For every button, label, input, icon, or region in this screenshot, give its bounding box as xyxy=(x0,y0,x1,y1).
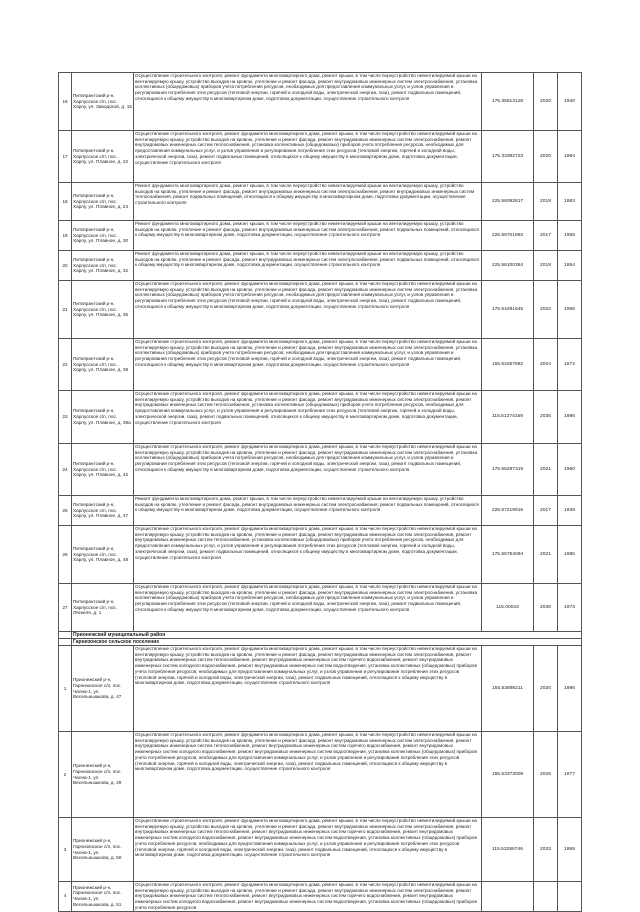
row-address: Прионежский р-н, Гарнизонское с/п, пос. Чална-1, ул. Весельнышкова, д. 51 xyxy=(72,882,134,912)
table-body-pitkyaranta-cont xyxy=(59,339,582,632)
row-planned-year: 2021 xyxy=(534,444,558,496)
row-build-year: 1940 xyxy=(558,73,582,131)
row-address: Питкярантский р-н, Харлусское с/п, пос. Харлу, ул. Плавное, д. 38 xyxy=(72,339,134,391)
row-cost-value: 115.51274159 xyxy=(482,391,534,444)
row-build-year xyxy=(558,882,582,912)
table-row xyxy=(59,281,582,339)
table-row xyxy=(59,183,582,221)
table-body-prionezhsky xyxy=(59,646,582,912)
row-address: Питкярантский р-н, Харлусское с/п, пос. Харлу, ул. Плавное, д. 30 xyxy=(72,221,134,251)
table-row xyxy=(59,391,582,444)
row-cost-value: 175.33382723 xyxy=(482,131,534,183)
row-number: 19 xyxy=(59,221,72,251)
row-number: 16 xyxy=(59,73,72,131)
row-address: Питкярантский р-н, Харлусское с/п, пос. Ляскеля, д. 1 xyxy=(72,584,134,632)
row-number: 1 xyxy=(59,646,72,732)
row-planned-year: 2020 xyxy=(534,646,558,732)
section-row-settlement xyxy=(59,639,582,646)
table-row xyxy=(59,526,582,584)
row-works-description: Ремонт фундамента многоквартирного дома, ремонт крыши, в том числе переустройство невентилируемой крыши на вентилируемую крышу, устройство выходов на кровлю, утепление и ремонт фасада, ремонт внутридомовых инженерных систем электроснабжения, ремонт подвальных помещений, относящихся к общему имуществу в многоквартирном доме, подготовка документации, осуществление строительного контроля xyxy=(134,496,482,526)
row-cost-value: 155.54257962 xyxy=(482,339,534,391)
repair-program-table xyxy=(58,72,582,912)
row-planned-year: 2035 xyxy=(534,391,558,444)
row-cost-value: 175.55764094 xyxy=(482,526,534,584)
row-works-description: Осуществление строительного контроля, ремонт фундамента многоквартирного дома, ремонт крыши, в том числе переустройство невентилируемой крыши на вентилируемую крышу, устройство выходов на кровлю, утепление и ремонт фасада, ремонт внутридомовых инженерных систем электроснабжения, ремонт внутридомовых инженерных систем теплоснабжения, ремонт внутридомовых инженерных систем горячего водоснабжения, ремонт внутридомовых инженерных систем холодного водоснабжения, ремонт внутридомовых инженерных систем водоотведения, установка коллективных (общедомовых) приборов учета потребления ресурсов, необходимых для предоставления коммунальных услуг, и узлов управления и регулирования потребления этих ресурсов (тепловой энергии, горячей и холодной воды, электрической энергии, газа), ремонт подвальных помещений, относящихся к общему имуществу в многоквартирном доме, подготовка документации, осуществление строительного контроля xyxy=(134,818,482,882)
row-cost-value: 175.55297319 xyxy=(482,444,534,496)
row-planned-year: 2017 xyxy=(534,221,558,251)
row-number: 2 xyxy=(59,732,72,818)
row-address: Питкярантский р-н, Харлусское с/п, пос. Харлу, ул. Плавное, д. 48 xyxy=(72,526,134,584)
row-works-description: Осуществление строительного контроля, ремонт фундамента многоквартирного дома, ремонт крыши, в том числе переустройство невентилируемой крыши на вентилируемую крышу, устройство выходов на кровлю, утепление и ремонт фасада, ремонт внутридомовых инженерных систем электроснабжения, установка коллективных (общедомовых) приборов учета потребления ресурсов, необходимых для предоставления коммунальных услуг, и узлов управления и регулирования потребления этих ресурсов (тепловой энергии, горячей и холодной воды, электрической энергии, газа), ремонт подвальных помещений, относящихся к общему имуществу в многоквартирном доме, подготовка документации, осуществление строительного контроля xyxy=(134,584,482,632)
row-works-description: Осуществление строительного контроля, ремонт фундамента многоквартирного дома, ремонт крыши, в том числе переустройство невентилируемой крыши на вентилируемую крышу, устройство выходов на кровлю, утепление и ремонт фасада, ремонт внутридомовых инженерных систем электроснабжения, ремонт внутридомовых инженерных систем теплоснабжения, ремонт внутридомовых инженерных систем горячего водоснабжения, ремонт внутридомовых инженерных систем холодного водоснабжения, ремонт внутридомовых инженерных систем водоотведения, установка коллективных (общедомовых) приборов учета потребления ресурсов xyxy=(134,882,482,912)
row-build-year: 1986 xyxy=(558,646,582,732)
row-address: Прионежский р-н, Гарнизонское с/п, пос. Чална-1, ул. Весельнышкова, д. 49 xyxy=(72,732,134,818)
row-build-year: 1939 xyxy=(558,496,582,526)
row-works-description: Осуществление строительного контроля, ремонт фундамента многоквартирного дома, ремонт крыши, в том числе переустройство невентилируемой крыши на вентилируемую крышу, устройство выходов на кровлю, утепление и ремонт фасада, ремонт внутридомовых инженерных систем электроснабжения, установка коллективных (общедомовых) приборов учета потребления ресурсов, необходимых для предоставления коммунальных услуг, и узлов управления и регулирования потребления этих ресурсов (тепловой энергии, горячей и холодной воды, электрической энергии, газа), ремонт подвальных помещений, относящихся к общему имуществу в многоквартирном доме, подготовка документации, осуществление строительного контроля xyxy=(134,73,482,131)
table-row xyxy=(59,818,582,882)
row-works-description: Осуществление строительного контроля, ремонт фундамента многоквартирного дома, ремонт крыши, в том числе переустройство невентилируемой крыши на вентилируемую крышу, устройство выходов на кровлю, утепление и ремонт фасада, ремонт внутридомовых инженерных систем электроснабжения, установка коллективных (общедомовых) приборов учета потребления ресурсов, необходимых для предоставления коммунальных услуг, и узлов управления и регулирования потребления этих ресурсов (тепловой энергии, горячей и холодной воды, электрической энергии, газа), ремонт подвальных помещений, относящихся к общему имуществу в многоквартирном доме, подготовка документации, осуществление строительного контроля xyxy=(134,339,482,391)
row-planned-year: 2024 xyxy=(534,339,558,391)
row-cost-value: 175.35513128 xyxy=(482,73,534,131)
row-address: Питкярантский р-н, Харлусское с/п, пос. Харлу, ул. Плавное, д. 22 xyxy=(72,131,134,183)
row-cost-value: 155.53898211 xyxy=(482,646,534,732)
row-number: 17 xyxy=(59,131,72,183)
row-number: 23 xyxy=(59,391,72,444)
table-row xyxy=(59,444,582,496)
row-number: 22 xyxy=(59,339,72,391)
row-address: Питкярантский р-н, Харлусское с/п, пос. Харлу, ул. Заводской, д. 15 xyxy=(72,73,134,131)
row-works-description: Осуществление строительного контроля, ремонт фундамента многоквартирного дома, ремонт крыши, в том числе переустройство невентилируемой крыши на вентилируемую крышу, устройство выходов на кровлю, утепление и ремонт фасада, ремонт внутридомовых инженерных систем электроснабжения, ремонт внутридомовых инженерных систем теплоснабжения, установка коллективных (общедомовых) приборов учета потребления ресурсов, необходимых для предоставления коммунальных услуг, и узлов управления и регулирования потребления этих ресурсов (тепловой энергии, горячей и холодной воды, электрической энергии, газа), ремонт подвальных помещений, относящихся к общему имуществу в многоквартирном доме, подготовка документации, осуществление строительного контроля xyxy=(134,391,482,444)
row-planned-year: 2018 xyxy=(534,183,558,221)
row-build-year: 1960 xyxy=(558,444,582,496)
row-number: 20 xyxy=(59,251,72,281)
table-row xyxy=(59,131,582,183)
row-works-description: Ремонт фундамента многоквартирного дома, ремонт крыши, в том числе переустройство невентилируемой крыши на вентилируемую крышу, устройство выходов на кровлю, утепление и ремонт фасада, ремонт внутридомовых инженерных систем электроснабжения, ремонт внутридомовых инженерных систем теплоснабжения, ремонт подвальных помещений, относящихся к общему имуществу в многоквартирном доме, подготовка документации, осуществление строительного контроля xyxy=(134,183,482,221)
row-build-year: 1984 xyxy=(558,131,582,183)
table-row xyxy=(59,646,582,732)
section-row-district xyxy=(59,632,582,639)
row-planned-year: 2017 xyxy=(534,496,558,526)
row-build-year: 1972 xyxy=(558,339,582,391)
table-body-pitkyaranta xyxy=(59,73,582,339)
table-row xyxy=(59,584,582,632)
row-cost-value: 225.56701993 xyxy=(482,221,534,251)
row-number: 18 xyxy=(59,183,72,221)
row-number: 4 xyxy=(59,882,72,912)
row-build-year: 1959 xyxy=(558,818,582,882)
row-number: 27 xyxy=(59,584,72,632)
row-works-description: Ремонт фундамента многоквартирного дома, ремонт крыши, в том числе переустройство невентилируемой крыши на вентилируемую крышу, устройство выходов на кровлю, утепление и ремонт фасада, ремонт внутридомовых инженерных систем электроснабжения, ремонт подвальных помещений, относящихся к общему имуществу в многоквартирном доме, подготовка документации, осуществление строительного контроля xyxy=(134,221,482,251)
row-address: Питкярантский р-н, Харлусское с/п, пос. Харлу, ул. Плавное, д. 42 xyxy=(72,444,134,496)
row-cost-value: 175.54291645 xyxy=(482,281,534,339)
row-build-year: 1954 xyxy=(558,251,582,281)
section-district-title: Прионежский муниципальный район xyxy=(72,632,582,639)
row-build-year: 1986 xyxy=(558,391,582,444)
row-build-year: 1977 xyxy=(558,732,582,818)
row-planned-year: 2036 xyxy=(534,584,558,632)
row-address: Питкярантский р-н, Харлусское с/п, пос. Харлу, ул. Плавное, д. 47 xyxy=(72,496,134,526)
table-row xyxy=(59,251,582,281)
row-works-description: Осуществление строительного контроля, ремонт фундамента многоквартирного дома, ремонт крыши, в том числе переустройство невентилируемой крыши на вентилируемую крышу, устройство выходов на кровлю, утепление и ремонт фасада, ремонт внутридомовых инженерных систем электроснабжения, ремонт внутридомовых инженерных систем теплоснабжения, ремонт внутридомовых инженерных систем горячего водоснабжения, ремонт внутридомовых инженерных систем холодного водоснабжения, ремонт внутридомовых инженерных систем водоотведения, установка коллективных (общедомовых) приборов учета потребления ресурсов, необходимых для предоставления коммунальных услуг, и узлов управления и регулирования потребления этих ресурсов (тепловой энергии, горячей и холодной воды, электрической энергии, газа), ремонт подвальных помещений, относящихся к общему имуществу в многоквартирном доме, подготовка документации, осуществление строительного контроля xyxy=(134,732,482,818)
row-cost-value: 115.00043 xyxy=(482,584,534,632)
row-cost-value: 155.53373009 xyxy=(482,732,534,818)
row-number: 21 xyxy=(59,281,72,339)
row-build-year: 1965 xyxy=(558,281,582,339)
row-cost-value: 225.56100384 xyxy=(482,251,534,281)
row-planned-year: 2020 xyxy=(534,73,558,131)
document-page xyxy=(58,72,581,912)
row-planned-year: 2021 xyxy=(534,526,558,584)
table-row xyxy=(59,73,582,131)
row-address: Питкярантский р-н, Харлусское с/п, пос. Харлу, ул. Плавное, д. 24 xyxy=(72,183,134,221)
table-row xyxy=(59,882,582,912)
row-build-year: 1986 xyxy=(558,526,582,584)
table-row xyxy=(59,496,582,526)
row-works-description: Ремонт фундамента многоквартирного дома, ремонт крыши, в том числе переустройство невентилируемой крыши на вентилируемую крышу, устройство выходов на кровлю, утепление и ремонт фасада, ремонт внутридомовых инженерных систем электроснабжения, ремонт подвальных помещений, относящихся к общему имуществу в многоквартирном доме, подготовка документации, осуществление строительного контроля xyxy=(134,251,482,281)
row-address: Питкярантский р-н, Харлусское с/п, пос. Харлу, ул. Плавное, д. 32 xyxy=(72,251,134,281)
row-address: Питкярантский р-н, Харлусское с/п, пос. Харлу, ул. Плавное, д. 38а xyxy=(72,391,134,444)
row-address: Питкярантский р-н, Харлусское с/п, пос. Харлу, ул. Плавное, д. 36 xyxy=(72,281,134,339)
row-planned-year: 2033 xyxy=(534,818,558,882)
row-planned-year: 2026 xyxy=(534,732,558,818)
row-planned-year: 2020 xyxy=(534,131,558,183)
section-settlement-title: Гарнизонское сельское поселение xyxy=(72,639,582,646)
table-row xyxy=(59,732,582,818)
table-row xyxy=(59,221,582,251)
row-planned-year: 2018 xyxy=(534,251,558,281)
row-number: 26 xyxy=(59,526,72,584)
row-cost-value: 225.57219916 xyxy=(482,496,534,526)
row-address: Прионежский р-н, Гарнизонское с/п, пос. Чална-1, ул. Весельнышкова, д. 50 xyxy=(72,818,134,882)
row-address: Прионежский р-н, Гарнизонское с/п, пос. Чална-1, ул. Весельнышкова, д. 47 xyxy=(72,646,134,732)
section-headers xyxy=(59,632,582,646)
row-cost-value xyxy=(482,882,534,912)
row-number: 24 xyxy=(59,444,72,496)
row-works-description: Осуществление строительного контроля, ремонт фундамента многоквартирного дома, ремонт крыши, в том числе переустройство невентилируемой крыши на вентилируемую крышу, устройство выходов на кровлю, утепление и ремонт фасада, ремонт внутридомовых инженерных систем электроснабжения, ремонт внутридомовых инженерных систем теплоснабжения, ремонт внутридомовых инженерных систем горячего водоснабжения, ремонт внутридомовых инженерных систем холодного водоснабжения, ремонт внутридомовых инженерных систем водоотведения, установка коллективных (общедомовых) приборов учета потребления ресурсов, необходимых для предоставления коммунальных услуг, и узлов управления и регулирования потребления этих ресурсов (тепловой энергии, горячей и холодной воды, электрической энергии, газа), ремонт подвальных помещений, относящихся к общему имуществу в многоквартирном доме, подготовка документации, осуществление строительного контроля xyxy=(134,646,482,732)
row-works-description: Осуществление строительного контроля, ремонт фундамента многоквартирного дома, ремонт крыши, в том числе переустройство невентилируемой крыши на вентилируемую крышу, устройство выходов на кровлю, утепление и ремонт фасада, ремонт внутридомовых инженерных систем электроснабжения, установка коллективных (общедомовых) приборов учета потребления ресурсов, необходимых для предоставления коммунальных услуг, и узлов управления и регулирования потребления этих ресурсов (тепловой энергии, горячей и холодной воды, электрической энергии, газа), ремонт подвальных помещений, относящихся к общему имуществу в многоквартирном доме, подготовка документации, осуществление строительного контроля xyxy=(134,281,482,339)
row-build-year: 1955 xyxy=(558,221,582,251)
row-build-year: 1973 xyxy=(558,584,582,632)
row-works-description: Осуществление строительного контроля, ремонт фундамента многоквартирного дома, ремонт крыши, в том числе переустройство невентилируемой крыши на вентилируемую крышу, устройство выходов на кровлю, утепление и ремонт фасада, ремонт внутридомовых инженерных систем электроснабжения, ремонт внутридомовых инженерных систем теплоснабжения, установка коллективных (общедомовых) приборов учета потребления ресурсов, необходимых для предоставления коммунальных услуг, и узлов управления и регулирования потребления этих ресурсов (тепловой энергии, горячей и холодной воды, электрической энергии, газа), ремонт подвальных помещений, относящихся к общему имуществу в многоквартирном доме, подготовка документации, осуществление строительного контроля xyxy=(134,131,482,183)
row-build-year: 1983 xyxy=(558,183,582,221)
row-cost-value: 225.56092817 xyxy=(482,183,534,221)
row-number: 25 xyxy=(59,496,72,526)
table-row xyxy=(59,339,582,391)
row-number: 3 xyxy=(59,818,72,882)
row-planned-year xyxy=(534,882,558,912)
row-works-description: Осуществление строительного контроля, ремонт фундамента многоквартирного дома, ремонт крыши, в том числе переустройство невентилируемой крыши на вентилируемую крышу, устройство выходов на кровлю, утепление и ремонт фасада, ремонт внутридомовых инженерных систем электроснабжения, ремонт внутридомовых инженерных систем теплоснабжения, установка коллективных (общедомовых) приборов учета потребления ресурсов, необходимых для предоставления коммунальных услуг, и узлов управления и регулирования потребления этих ресурсов (тепловой энергии, горячей и холодной воды, электрической энергии, газа), ремонт подвальных помещений, относящихся к общему имуществу в многоквартирном доме, подготовка документации, осуществление строительного контроля xyxy=(134,526,482,584)
row-cost-value: 115.53286746 xyxy=(482,818,534,882)
row-planned-year: 2022 xyxy=(534,281,558,339)
row-works-description: Осуществление строительного контроля, ремонт фундамента многоквартирного дома, ремонт крыши, в том числе переустройство невентилируемой крыши на вентилируемую крышу, устройство выходов на кровлю, утепление и ремонт фасада, ремонт внутридомовых инженерных систем электроснабжения, установка коллективных (общедомовых) приборов учета потребления ресурсов, необходимых для предоставления коммунальных услуг, и узлов управления и регулирования потребления этих ресурсов (тепловой энергии, горячей и холодной воды, электрической энергии, газа), ремонт подвальных помещений, относящихся к общему имуществу в многоквартирном доме, подготовка документации, осуществление строительного контроля xyxy=(134,444,482,496)
